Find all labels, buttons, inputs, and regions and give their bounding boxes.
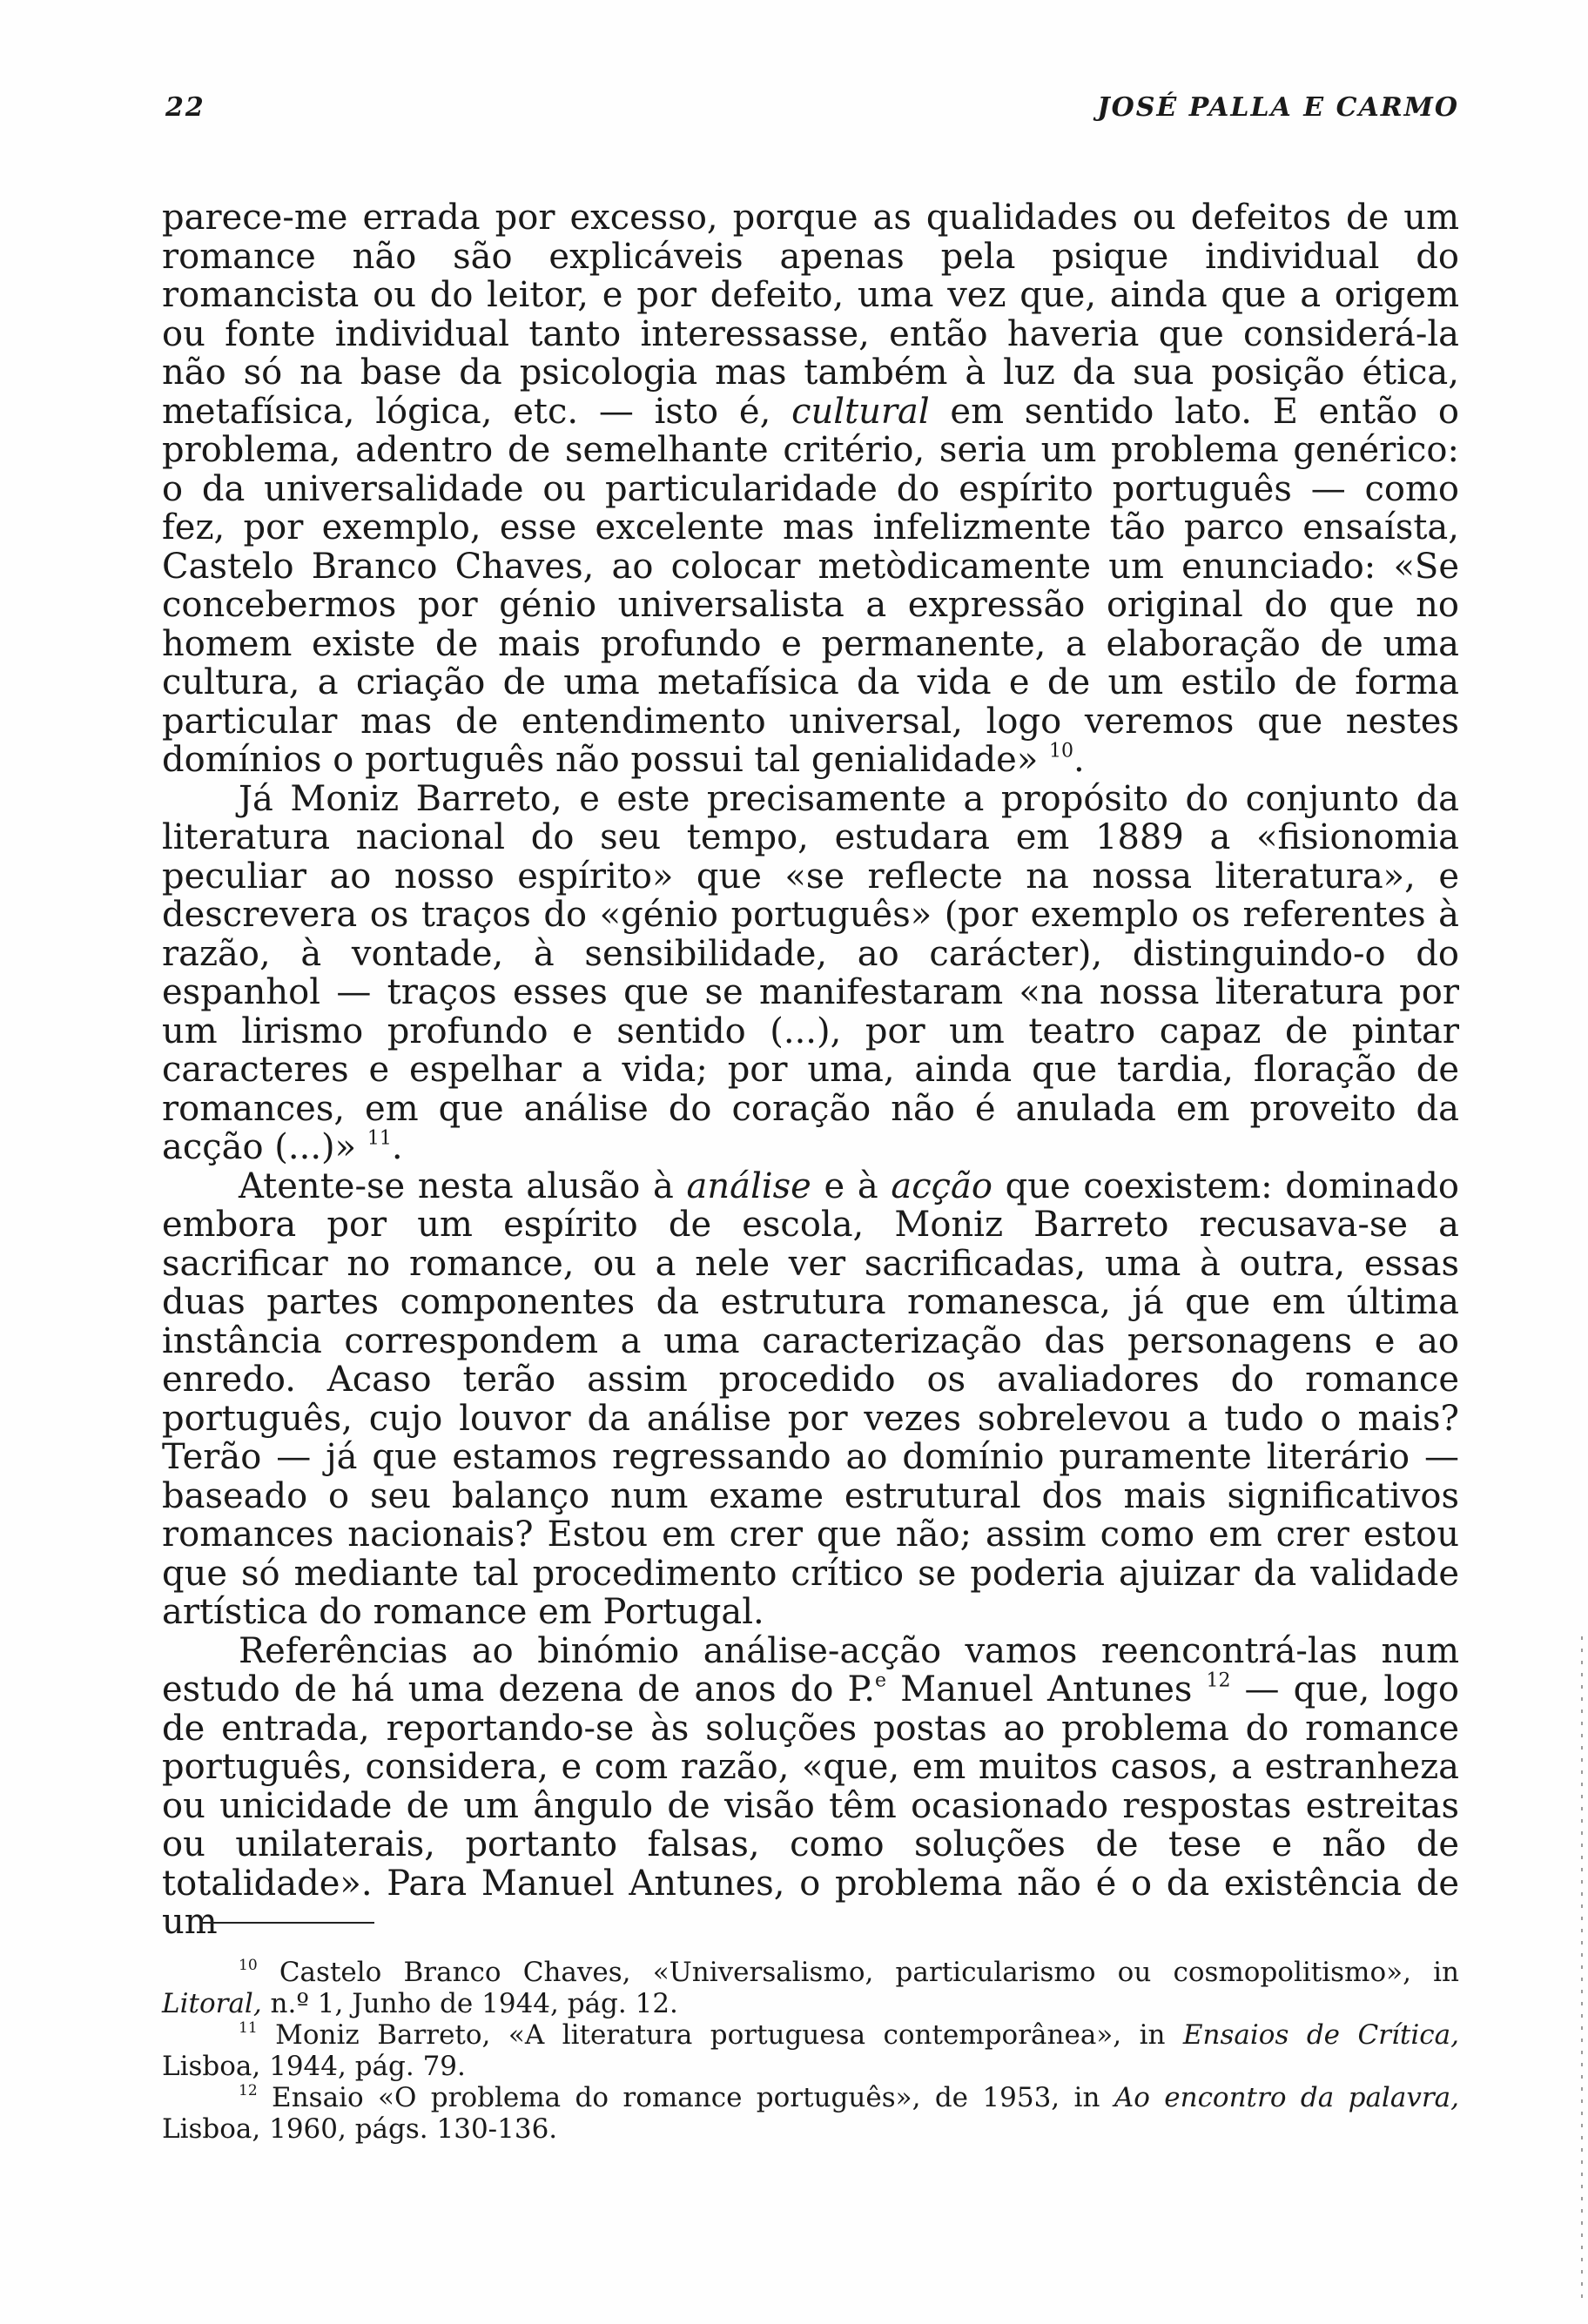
paragraph-4-text-a: Referências ao binómio análise-acção vamos reencontrá-las num estudo de há uma dezena de anos do P.	[162, 1630, 1459, 1709]
body-text	[162, 198, 1459, 1942]
footnote-ref-11: 11	[367, 1127, 392, 1150]
paragraph-1-text-b: em sentido lato. E então o problema, adentro de semelhante critério, seria um problema genérico: o da universalidade ou particularidade do espírito português — como fez, por exemplo, esse excelente mas infelizmente tão parco ensaísta, Castelo Branco Chaves, ao colocar metòdicamente um enunciado: «Se concebermos por génio universalista a expressão original do que no homem existe de mais profundo e permanente, a elaboração de uma cultura, a criação de uma metafísica da vida e de um estilo de forma particular mas de entendimento universal, logo veremos que nestes domínios o português não possui tal genialidade»	[162, 391, 1459, 780]
footnote-divider	[200, 1922, 374, 1924]
footnotes	[162, 1957, 1459, 2145]
footnote-11	[162, 2019, 1459, 2082]
footnote-ref-12: 12	[1206, 1669, 1231, 1692]
running-head-author: JOSÉ PALLA E CARMO	[1097, 92, 1459, 123]
footnote-title: Ensaios de Crítica,	[1182, 2019, 1459, 2051]
footnote-10	[162, 1957, 1459, 2019]
footnote-number: 10	[239, 1957, 258, 1975]
footnote-text: Castelo Branco Chaves, «Universalismo, particularismo ou cosmopolitismo», in	[257, 1957, 1459, 1988]
emphasis-cultural: cultural	[791, 391, 930, 432]
footnote-12	[162, 2082, 1459, 2145]
page-number: 22	[165, 92, 205, 123]
footnote-number: 12	[239, 2082, 258, 2100]
footnote-text: Lisboa, 1960, págs. 130-136.	[162, 2113, 558, 2145]
paragraph-3-text-b: e à	[811, 1165, 892, 1206]
paragraph-2-text-b: .	[391, 1127, 403, 1167]
footnote-ref-10: 10	[1049, 740, 1074, 762]
paragraph-1-text-c: .	[1073, 740, 1085, 780]
paragraph-4-text-b: Manuel Antunes	[886, 1669, 1207, 1709]
footnote-text: Ensaio «O problema do romance português», de 1953, in	[257, 2082, 1114, 2113]
footnote-number: 11	[239, 2019, 258, 2038]
footnote-title: Litoral,	[162, 1988, 262, 2019]
footnote-text: Moniz Barreto, «A literatura portuguesa contemporânea», in	[257, 2019, 1183, 2051]
scan-edge-mark	[1581, 1636, 1583, 2298]
running-head	[165, 92, 1459, 131]
emphasis-analise: análise	[686, 1165, 811, 1206]
paragraph-1	[162, 198, 1459, 780]
footnote-title: Ao encontro da palavra,	[1114, 2082, 1459, 2113]
paragraph-4-text-c: — que, logo de entrada, reportando-se às soluções postas ao problema do romance português, considera, e com razão, «que, em muitos casos, a estranheza ou unicidade de um ângulo de visão têm ocasionado respostas estreitas ou unilaterais, portanto falsas, como soluções de tese e não de totalidade». Para Manuel Antunes, o problema não é o da existência de um	[162, 1669, 1459, 1942]
emphasis-accao: acção	[891, 1165, 992, 1206]
superscript-e: e	[875, 1669, 887, 1692]
paragraph-1-text-a: parece-me errada por excesso, porque as qualidades ou defeitos de um romance não são explicáveis apenas pela psique individual do romancista ou do leitor, e por defeito, uma vez que, ainda que a origem ou fonte individual tanto interessasse, então haveria que considerá-la não só na base da psicologia mas também à luz da sua posição ética, metafísica, lógica, etc. — isto é,	[162, 198, 1459, 432]
paragraph-3	[162, 1167, 1459, 1632]
footnote-text: Lisboa, 1944, pág. 79.	[162, 2051, 466, 2082]
paragraph-2-text-a: Já Moniz Barreto, e este precisamente a propósito do conjunto da literatura nacional do seu tempo, estudara em 1889 a «fisionomia peculiar ao nosso espírito» que «se reflecte na nossa literatura», e descrevera os traços do «génio português» (por exemplo os referentes à razão, à vontade, à sensibilidade, ao carácter), distinguindo-o do espanhol — traços esses que se manifestaram «na nossa literatura por um lirismo profundo e sentido (...), por um teatro capaz de pintar caracteres e espelhar a vida; por uma, ainda que tardia, floração de romances, em que análise do coração não é anulada em proveito da acção (...)»	[162, 778, 1459, 1167]
paragraph-3-text-a: Atente-se nesta alusão à	[239, 1165, 687, 1206]
paragraph-4	[162, 1632, 1459, 1942]
paragraph-2	[162, 780, 1459, 1167]
paragraph-3-text-c: que coexistem: dominado embora por um espírito de escola, Moniz Barreto recusava-se a sacrificar no romance, ou a nele ver sacrificadas, uma à outra, essas duas partes componentes da estrutura romanesca, já que em última instância correspondem a uma caracterização das personagens e ao enredo. Acaso terão assim procedido os avaliadores do romance português, cujo louvor da análise por vezes sobrelevou a tudo o mais? Terão — já que estamos regressando ao domínio puramente literário — baseado o seu balanço num exame estrutural dos mais significativos romances nacionais? Estou em crer que não; assim como em crer estou que só mediante tal procedimento crítico se poderia ajuizar da validade artística do romance em Portugal.	[162, 1165, 1460, 1632]
footnote-text: n.º 1, Junho de 1944, pág. 12.	[261, 1988, 678, 2019]
